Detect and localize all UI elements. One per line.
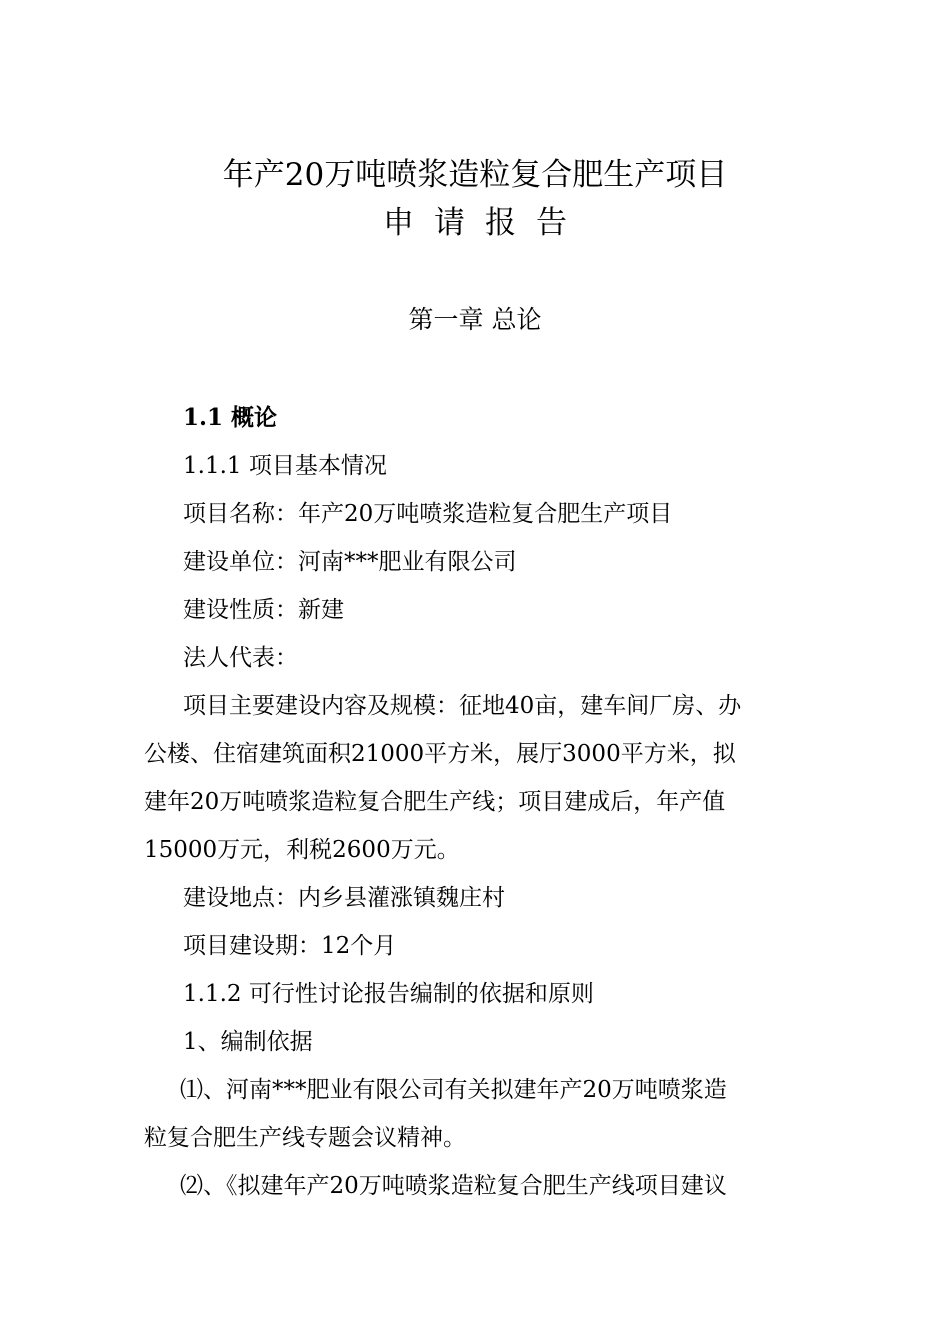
construction-unit-line: 建设单位：河南***肥业有限公司 [183,549,517,575]
basis-item1-line2: 粒复合肥生产线专题会议精神。 [144,1125,466,1151]
scope-paragraph-line4: 15000万元，利税2600万元。 [144,837,460,863]
construction-period-line: 项目建设期：12个月 [183,933,397,959]
location-line: 建设地点：内乡县灌涨镇魏庄村 [183,885,505,911]
basis-item2-line1: ⑵、《拟建年产20万吨喷浆造粒复合肥生产线项目建议 [180,1173,727,1199]
subsection-heading-1-1-1: 1.1.1 项目基本情况 [183,453,387,479]
document-title-line2: 申请报告 [383,205,587,241]
subsection-heading-1-1-2: 1.1.2 可行性讨论报告编制的依据和原则 [183,981,594,1007]
legal-representative-line: 法人代表： [183,645,298,671]
document-title-line1: 年产20万吨喷浆造粒复合肥生产项目 [222,157,728,193]
basis-item1-line1: ⑴、河南***肥业有限公司有关拟建年产20万吨喷浆造 [180,1077,727,1103]
project-name-line: 项目名称：年产20万吨喷浆造粒复合肥生产项目 [183,501,673,527]
section-heading-1-1: 1.1 概论 [183,404,278,431]
construction-nature-line: 建设性质：新建 [183,597,344,623]
scope-paragraph-line3: 建年20万吨喷浆造粒复合肥生产线；项目建成后，年产值 [144,789,726,815]
scope-paragraph-line1: 项目主要建设内容及规模：征地40亩，建车间厂房、办 [183,693,742,719]
basis-heading: 1、编制依据 [183,1029,313,1055]
scope-paragraph-line2: 公楼、住宿建筑面积21000平方米，展厅3000平方米，拟 [144,741,736,767]
chapter-heading: 第一章 总论 [408,305,542,334]
